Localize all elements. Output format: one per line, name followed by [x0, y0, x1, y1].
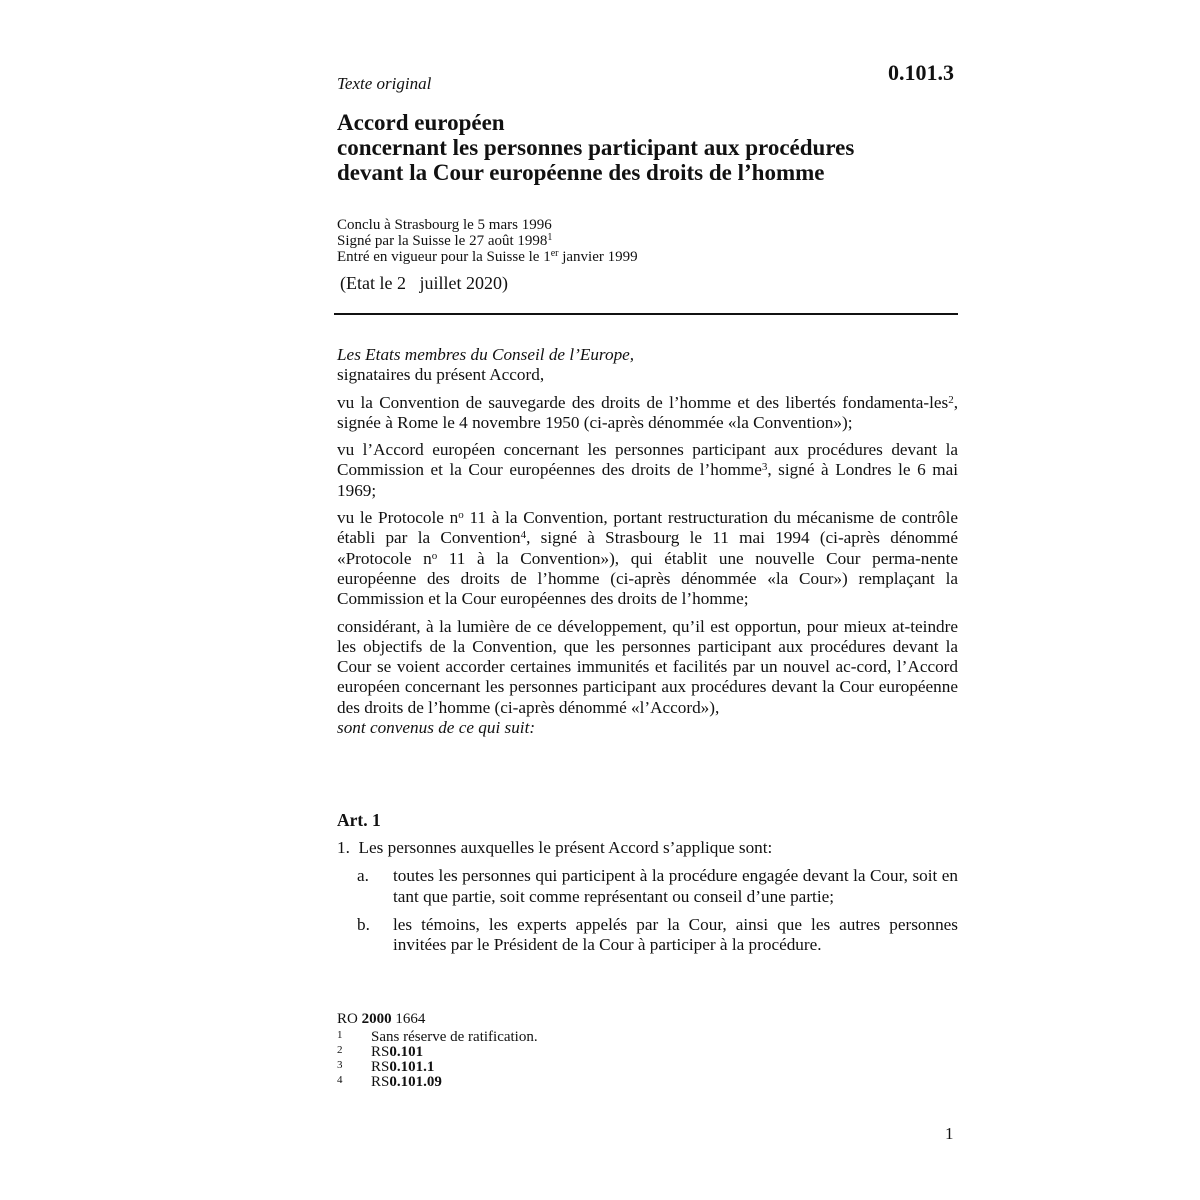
footnote-number: 4: [337, 1074, 343, 1086]
concluded-line: Conclu à Strasbourg le 5 mars 1996: [337, 217, 552, 233]
preamble-paragraph-3: [337, 508, 958, 609]
in-force-line: [337, 249, 958, 265]
preamble-closing: sont convenus de ce qui suit:: [337, 718, 536, 738]
footnote-ref-4[interactable]: 4: [520, 529, 527, 542]
article-1-body: [337, 838, 958, 955]
document-title: [337, 110, 958, 185]
p1-text-a: vu la Convention de sauvegarde des droits de l’homme et des libertés fondamenta-les: [337, 392, 949, 412]
preamble-intro-italic: Les Etats membres du Conseil de l’Europe,: [337, 345, 635, 364]
p3-text-a: vu le Protocole n: [337, 508, 459, 528]
title-line-1: Accord européen: [337, 110, 505, 135]
footnote-text: RS: [371, 1074, 390, 1090]
footnote-ref[interactable]: 0.101: [389, 1044, 424, 1060]
document-meta: [337, 217, 958, 265]
ro-year: 2000: [361, 1011, 392, 1027]
page-number: 1: [945, 1124, 954, 1143]
preamble-paragraph-4: considérant, à la lumière de ce développement, qu’il est opportun, pour mieux at-teindre les objectifs de la Convention, que les personnes participant aux procédures devant la Cour se voient accorder certaines immunités et facilités par un nouvel ac-cord, l’Accord européen concernant les personnes participant aux procédures devant la Cour européenne des droits de l’homme (ci-après dénommé «l’Accord»),: [337, 616, 958, 717]
footnote-text: Sans réserve de ratification.: [371, 1029, 538, 1045]
article-1-item-1: [337, 838, 958, 858]
preamble-paragraph-1: [337, 393, 958, 434]
footnotes: [337, 1030, 958, 1090]
article-1-heading: Art. 1: [337, 810, 381, 830]
p2-text-b: , signé à Londres le 6 mai 1969;: [337, 460, 958, 500]
subitem-text: les témoins, les experts appelés par la Cour, ainsi que les autres personnes invitées par le Président de la Cour à participer à la procédure.: [393, 914, 958, 955]
article-1-subitem-a: [357, 866, 958, 907]
p3-text-d: 11 à la Convention»), qui établit une nouvelle Cour perma-nente européenne des droits de l’homme (ci-après dénommée «la Cour») remplaçant la Commission et la Cour européennes des droits de l’homme;: [337, 548, 959, 609]
header-divider: [334, 313, 958, 315]
article-1-subitem-b: [357, 915, 958, 956]
footnote-ref-2[interactable]: 2: [948, 393, 954, 406]
subitem-label: b.: [357, 914, 370, 934]
footnote-ref-1[interactable]: 1: [547, 232, 553, 243]
title-line-2: concernant les personnes participant aux procédures: [337, 135, 855, 160]
ro-prefix: RO: [337, 1011, 362, 1027]
numero-suffix: o: [431, 549, 438, 562]
item-label: 1.: [337, 838, 350, 857]
footnote-ref[interactable]: 0.101.09: [389, 1074, 442, 1090]
footnote-ref[interactable]: 0.101.1: [389, 1059, 435, 1075]
footnote: [337, 1030, 958, 1045]
subitem-text: toutes les personnes qui participent à la procédure engagée devant la Cour, soit en tant que partie, soit comme représentant ou conseil d’une partie;: [393, 866, 958, 906]
footnote-number: 1: [337, 1029, 343, 1041]
original-text-label: Texte original: [337, 74, 432, 93]
preamble-intro: [337, 345, 958, 386]
p3-text-b: 11 à la Convention, portant restructuration du mécanisme de contrôle établi par la Convention: [337, 508, 958, 548]
preamble: [337, 345, 958, 738]
footnote: [337, 1075, 958, 1090]
footnote: [337, 1045, 958, 1060]
subitem-label: a.: [357, 866, 369, 886]
footnote-number: 2: [337, 1044, 343, 1056]
signed-text: Signé par la Suisse le 27 août 1998: [337, 233, 548, 249]
footnote-text: RS: [371, 1044, 390, 1060]
p3-text-c: , signé à Strasbourg le 11 mai 1994 (ci-après dénommé «Protocole n: [337, 528, 958, 568]
item-text: Les personnes auxquelles le présent Accord s’applique sont:: [358, 838, 773, 857]
ro-page: 1664: [391, 1011, 426, 1027]
p1-text-b: , signée à Rome le 4 novembre 1950 (ci-après dénommée «la Convention»);: [337, 392, 958, 432]
ordinal-suffix: er: [550, 248, 559, 259]
footnote-ref-3[interactable]: 3: [761, 461, 768, 474]
preamble-intro-rest: signataires du présent Accord,: [337, 365, 545, 385]
status-date: (Etat le 2 juillet 2020): [340, 273, 508, 293]
in-force-date: janvier 1999: [558, 249, 638, 265]
footnote: [337, 1060, 958, 1075]
preamble-paragraph-2: [337, 440, 958, 501]
document-number: 0.101.3: [888, 60, 954, 85]
p2-text-a: vu l’Accord européen concernant les personnes participant aux procédures devant la Commission et la Cour européennes des droits de l’homme: [337, 440, 958, 480]
in-force-text: Entré en vigueur pour la Suisse le 1: [337, 249, 551, 265]
footnote-text: RS: [371, 1059, 390, 1075]
numero-suffix: o: [458, 509, 464, 522]
signed-line: [337, 233, 958, 249]
ro-reference: [337, 1011, 958, 1028]
title-line-3: devant la Cour européenne des droits de l’homme: [337, 160, 825, 185]
footnote-number: 3: [337, 1059, 343, 1071]
